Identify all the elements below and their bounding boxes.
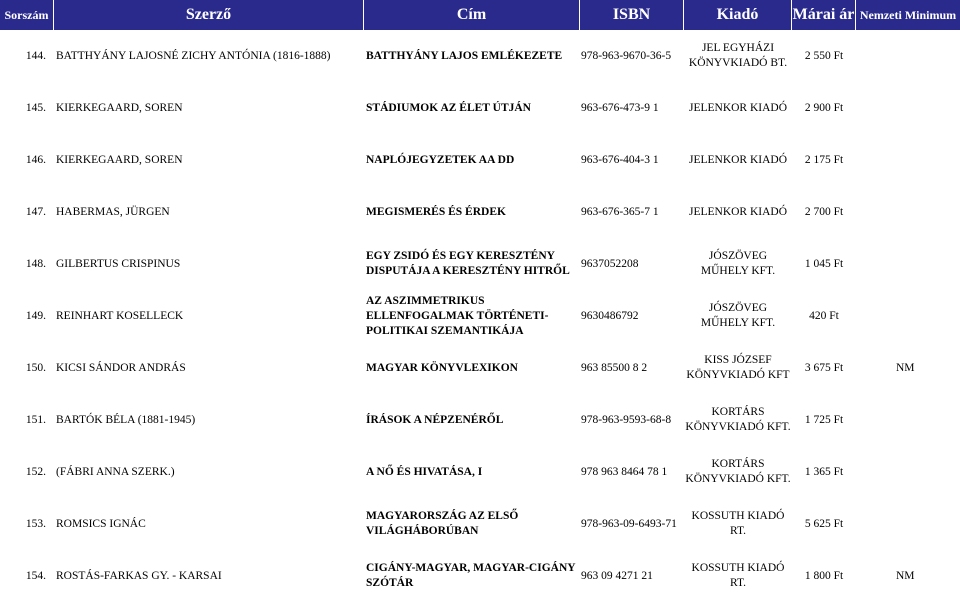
- nemzeti-minimum: [856, 238, 960, 290]
- author: (FÁBRI ANNA SZERK.): [56, 465, 175, 478]
- author: REINHART KOSELLECK: [56, 309, 184, 322]
- nemzeti-minimum: [856, 446, 960, 498]
- publisher: KISS JÓZSEF KÖNYVKIADÓ KFT: [686, 354, 790, 381]
- price: 2 175 Ft: [804, 153, 844, 166]
- table-row: [0, 498, 960, 550]
- header-nemzeti-minimum: Nemzeti Minimum: [859, 8, 957, 22]
- nemzeti-minimum: NM: [896, 361, 915, 374]
- author: KICSI SÁNDOR ANDRÁS: [56, 361, 186, 374]
- header-marai-ar: Márai ár: [792, 0, 856, 30]
- row-number: 148.: [25, 257, 46, 270]
- author: BARTÓK BÉLA (1881-1945): [56, 413, 196, 426]
- title: ÍRÁSOK A NÉPZENÉRŐL: [366, 413, 504, 426]
- header-cim: Cím: [364, 0, 580, 30]
- nemzeti-minimum: [856, 134, 960, 186]
- isbn: 963 85500 8 2: [581, 361, 648, 374]
- nemzeti-minimum: [856, 82, 960, 134]
- price: 2 700 Ft: [804, 205, 844, 218]
- header-szerzo: Szerző: [54, 0, 364, 30]
- isbn: 963 09 4271 21: [581, 569, 653, 582]
- row-number: 153.: [25, 517, 46, 530]
- price: 5 625 Ft: [804, 517, 844, 530]
- isbn: 9637052208: [581, 257, 639, 270]
- author: HABERMAS, JÜRGEN: [56, 205, 170, 218]
- title: AZ ASZIMMETRIKUS ELLENFOGALMAK TÖRTÉNETI-POLITIKAI SZEMANTIKÁJA: [366, 294, 549, 337]
- row-number: 149.: [25, 309, 46, 322]
- nemzeti-minimum: [856, 186, 960, 238]
- nemzeti-minimum: NM: [896, 569, 915, 582]
- publisher: JÓSZÖVEG MŰHELY KFT.: [700, 302, 776, 329]
- table-row: [0, 238, 960, 290]
- publisher: KORTÁRS KÖNYVKIADÓ KFT.: [685, 406, 791, 433]
- title: STÁDIUMOK AZ ÉLET ÚTJÁN: [366, 101, 531, 114]
- row-number: 152.: [25, 465, 46, 478]
- row-number: 146.: [25, 153, 46, 166]
- publisher: JELENKOR KIADÓ: [688, 101, 788, 114]
- publisher: JEL EGYHÁZI KÖNYVKIADÓ BT.: [688, 42, 788, 69]
- header-kiado: Kiadó: [684, 0, 792, 30]
- row-number: 147.: [25, 205, 46, 218]
- author: KIERKEGAARD, SOREN: [56, 101, 183, 114]
- table-row: [0, 134, 960, 186]
- author: ROSTÁS-FARKAS GY. - KARSAI: [56, 569, 222, 582]
- price: 1 365 Ft: [804, 465, 844, 478]
- title: BATTHYÁNY LAJOS EMLÉKEZETE: [366, 49, 563, 62]
- price: 2 900 Ft: [804, 101, 844, 114]
- nemzeti-minimum: [856, 30, 960, 82]
- isbn: 9630486792: [581, 309, 639, 322]
- price: 1 800 Ft: [804, 569, 844, 582]
- price: 3 675 Ft: [804, 361, 844, 374]
- table-row: [0, 186, 960, 238]
- title: MEGISMERÉS ÉS ÉRDEK: [366, 205, 506, 218]
- nemzeti-minimum: [856, 290, 960, 342]
- author: ROMSICS IGNÁC: [56, 517, 146, 530]
- table-row: [0, 290, 960, 342]
- nemzeti-minimum: [856, 394, 960, 446]
- price: 2 550 Ft: [804, 49, 844, 62]
- isbn: 978-963-9670-36-5: [581, 49, 672, 62]
- price: 1 725 Ft: [804, 413, 844, 426]
- author: KIERKEGAARD, SOREN: [56, 153, 183, 166]
- isbn: 963-676-404-3 1: [581, 153, 659, 166]
- table-row: [0, 550, 960, 602]
- publisher: KOSSUTH KIADÓ RT.: [691, 510, 785, 537]
- title: NAPLÓJEGYZETEK AA DD: [366, 153, 515, 166]
- row-number: 145.: [25, 101, 46, 114]
- title: MAGYARORSZÁG AZ ELSŐ VILÁGHÁBORÚBAN: [366, 510, 519, 537]
- row-number: 150.: [25, 361, 46, 374]
- isbn: 963-676-365-7 1: [581, 205, 659, 218]
- publisher: JELENKOR KIADÓ: [688, 153, 788, 166]
- price: 1 045 Ft: [804, 257, 844, 270]
- row-number: 151.: [25, 413, 46, 426]
- table-row: [0, 30, 960, 82]
- isbn: 963-676-473-9 1: [581, 101, 659, 114]
- isbn: 978 963 8464 78 1: [581, 465, 668, 478]
- publisher: KORTÁRS KÖNYVKIADÓ KFT.: [685, 458, 791, 485]
- title: A NŐ ÉS HIVATÁSA, I: [366, 465, 483, 478]
- author: BATTHYÁNY LAJOSNÉ ZICHY ANTÓNIA (1816-1888): [56, 49, 331, 62]
- table-row: [0, 82, 960, 134]
- isbn: 978-963-9593-68-8: [581, 413, 672, 426]
- header-isbn: ISBN: [580, 0, 684, 30]
- title: MAGYAR KÖNYVLEXIKON: [366, 361, 518, 374]
- nemzeti-minimum: [856, 498, 960, 550]
- row-number: 144.: [25, 49, 46, 62]
- title: CIGÁNY-MAGYAR, MAGYAR-CIGÁNY SZÓTÁR: [366, 562, 576, 589]
- table-header: [0, 0, 960, 30]
- publisher: JÓSZÖVEG MŰHELY KFT.: [700, 250, 776, 277]
- price: 420 Ft: [809, 309, 839, 322]
- table-row: [0, 394, 960, 446]
- isbn: 978-963-09-6493-71: [581, 517, 677, 530]
- table-row: [0, 446, 960, 498]
- row-number: 154.: [25, 569, 46, 582]
- author: GILBERTUS CRISPINUS: [56, 257, 181, 270]
- title: EGY ZSIDÓ ÉS EGY KERESZTÉNY DISPUTÁJA A KERESZTÉNY HITRŐL: [366, 250, 570, 277]
- table-row: [0, 342, 960, 394]
- publisher: JELENKOR KIADÓ: [688, 205, 788, 218]
- header-sorszam: Sorszám: [0, 0, 54, 30]
- publisher: KOSSUTH KIADÓ RT.: [691, 562, 785, 589]
